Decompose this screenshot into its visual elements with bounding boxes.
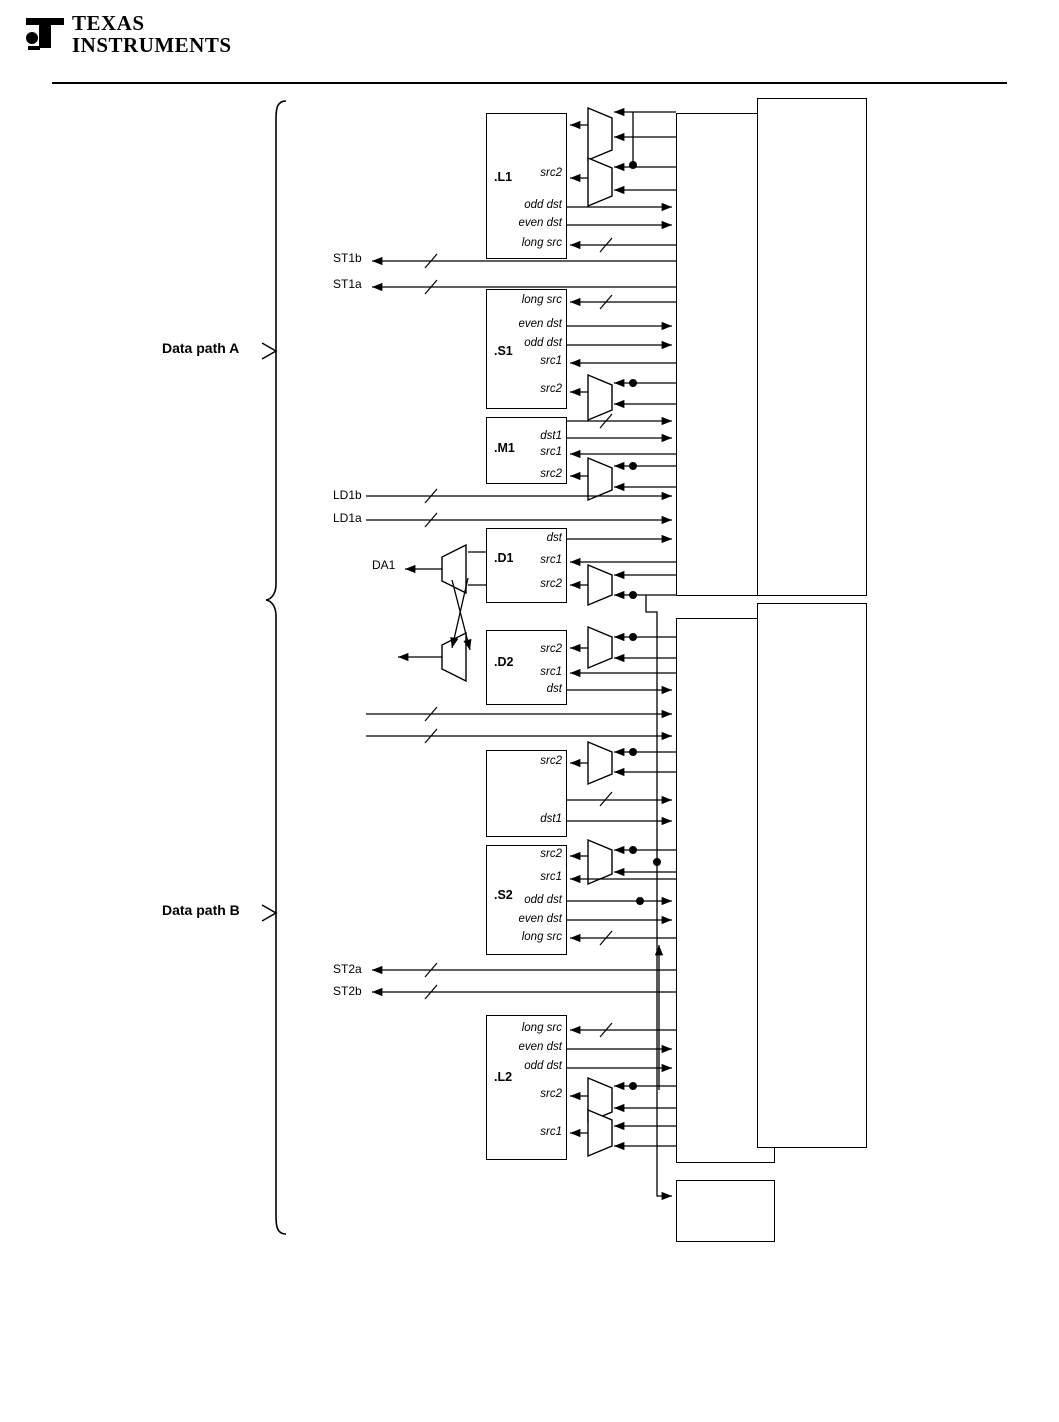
port-label-l2-even-dst: even dst (518, 1041, 562, 1053)
bus-label-ld1a: LD1a (333, 511, 362, 525)
port-label-l1-src2: src2 (540, 167, 562, 179)
port-label-s1-src1: src1 (540, 355, 562, 367)
header-rule (52, 82, 1007, 84)
label-data-path-a: Data path A (162, 340, 240, 356)
unit-label-s1: .S1 (494, 344, 513, 358)
port-label-l2-src2: src2 (540, 1088, 562, 1100)
bus-label-da1: DA1 (372, 558, 396, 572)
port-label-s1-src2: src2 (540, 383, 562, 395)
port-label-d2-src2: src2 (540, 643, 562, 655)
bus-label-st1b: ST1b (333, 251, 362, 265)
port-label-s1-long-src: long src (521, 294, 562, 306)
port-label-l1-even-dst: even dst (518, 217, 562, 229)
port-label-l2-odd-dst: odd dst (524, 1060, 562, 1072)
register-file-b-back (757, 603, 867, 1148)
ti-logo-icon (24, 12, 66, 52)
unit-label-s2: .S2 (494, 888, 513, 902)
port-label-s2-odd-dst: odd dst (524, 894, 562, 906)
port-label-s1-odd-dst: odd dst (524, 337, 562, 349)
port-label-s2-src2: src2 (540, 848, 562, 860)
bus-label-st1a: ST1a (333, 277, 362, 291)
unit-label-d2: .D2 (494, 655, 514, 669)
label-data-path-b: Data path B (162, 902, 240, 918)
port-label-d2-src1: src1 (540, 666, 562, 678)
port-label-s2-even-dst: even dst (518, 913, 562, 925)
port-label-l2-long-src: long src (521, 1022, 562, 1034)
port-label-l2-src1: src1 (540, 1126, 562, 1138)
port-label-d1-src1: src1 (540, 554, 562, 566)
unit-label-l2: .L2 (494, 1070, 513, 1084)
port-label-m2-dst1: dst1 (540, 813, 562, 825)
port-label-s2-long-src: long src (521, 931, 562, 943)
unit-label-m1: .M1 (494, 441, 515, 455)
port-label-m1-src1: src1 (540, 446, 562, 458)
control-register-box (676, 1180, 775, 1242)
unit-label-l1: .L1 (494, 170, 513, 184)
port-label-m1-dst1: dst1 (540, 430, 562, 442)
port-label-l1-odd-dst: odd dst (524, 199, 562, 211)
port-label-l1-long-src: long src (521, 237, 562, 249)
port-label-s1-even-dst: even dst (518, 318, 562, 330)
logo-line-texas: TEXAS (72, 11, 145, 35)
port-label-s2-src1: src1 (540, 871, 562, 883)
unit-label-d1: .D1 (494, 551, 514, 565)
port-label-d2-dst: dst (546, 683, 562, 695)
port-label-m1-src2: src2 (540, 468, 562, 480)
port-label-d1-src2: src2 (540, 578, 562, 590)
bus-label-st2b: ST2b (333, 984, 362, 998)
bus-label-ld1b: LD1b (333, 488, 362, 502)
bus-label-st2a: ST2a (333, 962, 362, 976)
port-label-m2-src2: src2 (540, 755, 562, 767)
logo-line-instruments: INSTRUMENTS (72, 33, 232, 58)
ti-logo (24, 8, 244, 64)
register-file-a-back (757, 98, 867, 596)
port-label-d1-dst: dst (546, 532, 562, 544)
ti-logo-wordmark (72, 12, 232, 56)
